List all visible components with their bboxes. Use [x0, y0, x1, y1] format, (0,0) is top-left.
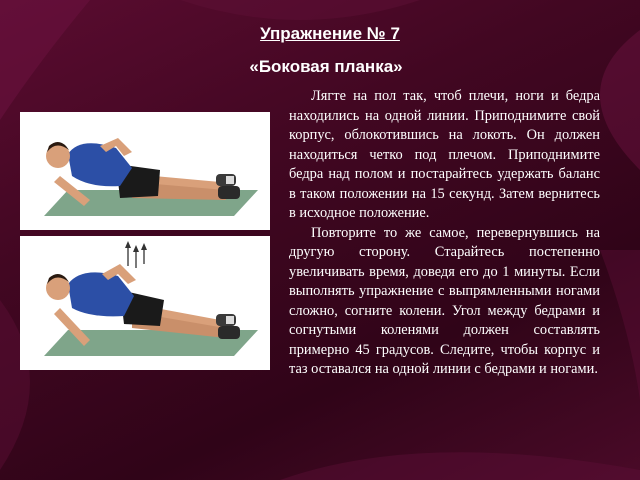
side-plank-raised-photo	[20, 236, 270, 370]
up-arrows-icon	[125, 241, 147, 268]
side-plank-start-photo	[20, 112, 270, 230]
slide-subtitle: «Боковая планка»	[249, 57, 403, 76]
description-paragraph-1: Лягте на пол так, чтоб плечи, ноги и бедра находились на одной линии. Приподнимите свой корпус, облокотившись на локоть. Он должен находиться четко под плечом. Приподнимите бедра над полом и постарайтесь удержать баланс в таком положении на 15 секунд. Затем вернитесь в исходное положение.	[289, 88, 600, 221]
slide-title: Упражнение № 7	[260, 24, 400, 43]
exercise-description	[289, 87, 600, 380]
description-paragraph-2: Повторите то же самое, перевернувшись на другую сторону. Старайтесь постепенно увеличивать время, доведя его до 1 минуты. Если выполнять упражнение с выпрямленными ногами сложно, согните колени. Угол между бедрами и согнутыми коленями должен составлять примерно 45 градусов. Следите, чтобы корпус и таз оставался на одной линии с бедрами и ногами.	[289, 224, 600, 377]
